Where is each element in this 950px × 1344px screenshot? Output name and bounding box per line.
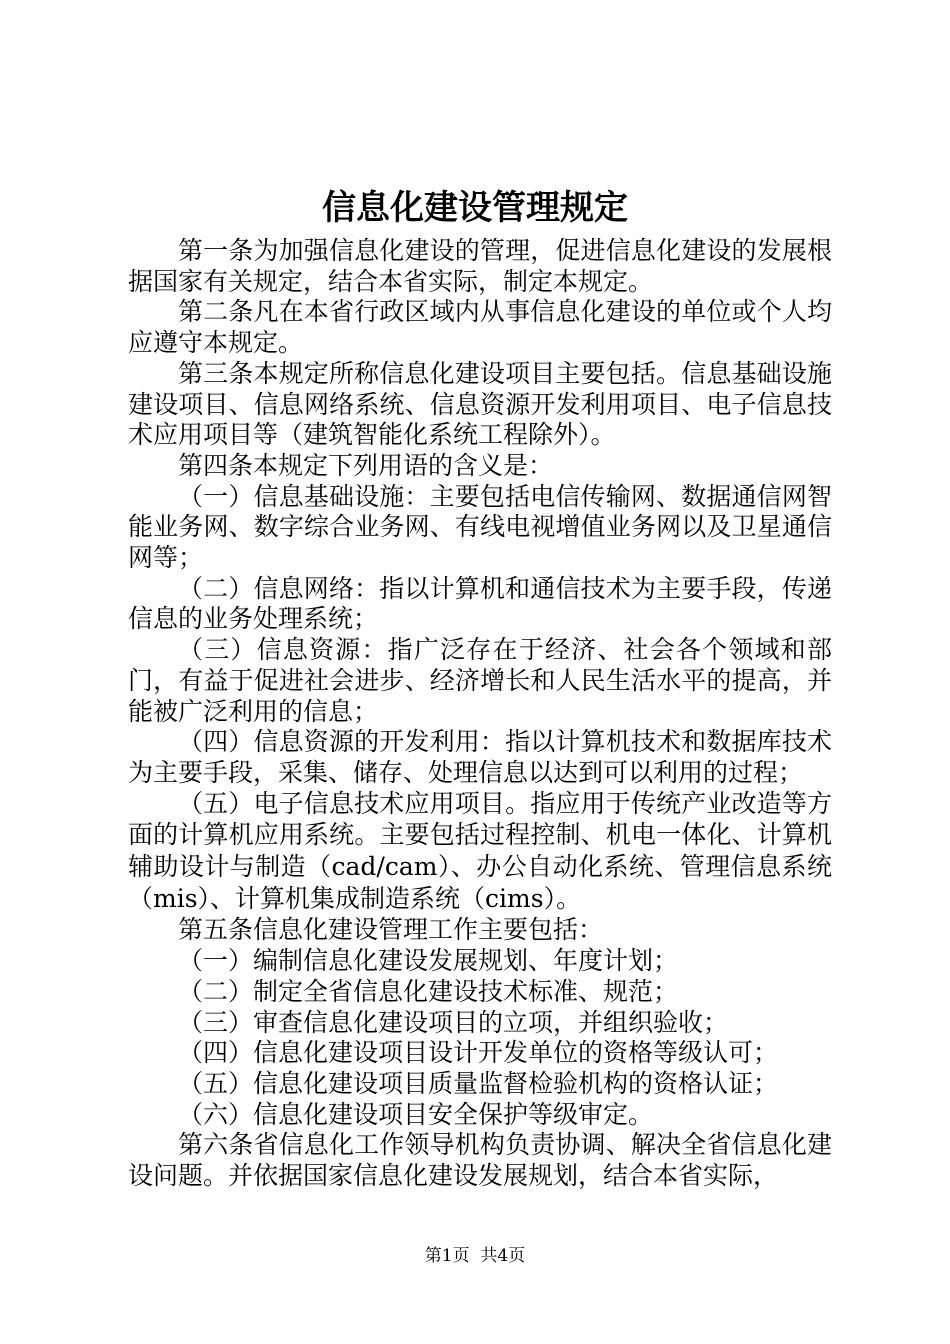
- document-body: [128, 236, 832, 1192]
- paragraph-duty-1: （一）编制信息化建设发展规划、年度计划；: [178, 946, 679, 976]
- page-footer: [0, 1244, 950, 1268]
- paragraph-duty-3: （三）审查信息化建设项目的立项，并组织验收；: [178, 1007, 729, 1037]
- paragraph-definition-1: （一）信息基础设施：主要包括电信传输网、数据通信网智能业务网、数字综合业务网、有线电视增值业务网以及卫星通信网等；: [128, 481, 832, 573]
- page-number: 第1页 共4页: [424, 1246, 526, 1266]
- paragraph-definition-2: （二）信息网络：指以计算机和通信技术为主要手段，传递信息的业务处理系统；: [128, 573, 832, 634]
- paragraph-article-2: 第二条凡在本省行政区域内从事信息化建设的单位或个人均应遵守本规定。: [128, 297, 832, 358]
- paragraph-article-5: 第五条信息化建设管理工作主要包括：: [178, 915, 604, 945]
- paragraph-duty-6: （六）信息化建设项目安全保护等级审定。: [178, 1099, 654, 1129]
- paragraph-article-6: 第六条省信息化工作领导机构负责协调、解决全省信息化建设问题。并依据国家信息化建设发展规划，结合本省实际，: [128, 1130, 832, 1191]
- definition-5-lead: （五）电子信息技术应用项目。: [178, 788, 531, 818]
- paragraph-duty-2: （二）制定全省信息化建设技术标准、规范；: [178, 976, 679, 1006]
- paragraph-definition-5: [128, 789, 832, 916]
- definition-5-rest: 指应用于传统产业改造等方面的计算机应用系统。主要包括过程控制、机电一体化、计算机辅助设计与制造（cad/cam）、办公自动化系统、管理信息系统（mis）、计算机集成制造系统（cims）。: [128, 788, 832, 913]
- document-title: 信息化建设管理规定: [322, 188, 628, 228]
- paragraph-duty-4: （四）信息化建设项目设计开发单位的资格等级认可；: [178, 1038, 779, 1068]
- paragraph-article-1: 第一条为加强信息化建设的管理，促进信息化建设的发展根据国家有关规定，结合本省实际，制定本规定。: [128, 236, 832, 296]
- paragraph-definition-4: （四）信息资源的开发利用：指以计算机技术和数据库技术为主要手段，采集、储存、处理信息以达到可以利用的过程；: [128, 727, 832, 787]
- paragraph-duty-5: （五）信息化建设项目质量监督检验机构的资格认证；: [178, 1068, 779, 1098]
- paragraph-article-4: 第四条本规定下列用语的含义是：: [178, 450, 554, 480]
- paragraph-article-3: 第三条本规定所称信息化建设项目主要包括。信息基础设施建设项目、信息网络系统、信息资源开发利用项目、电子信息技术应用项目等（建筑智能化系统工程除外）。: [128, 358, 832, 450]
- paragraph-definition-3: （三）信息资源：指广泛存在于经济、社会各个领域和部门，有益于促进社会进步、经济增长和人民生活水平的提高，并能被广泛利用的信息；: [128, 635, 832, 726]
